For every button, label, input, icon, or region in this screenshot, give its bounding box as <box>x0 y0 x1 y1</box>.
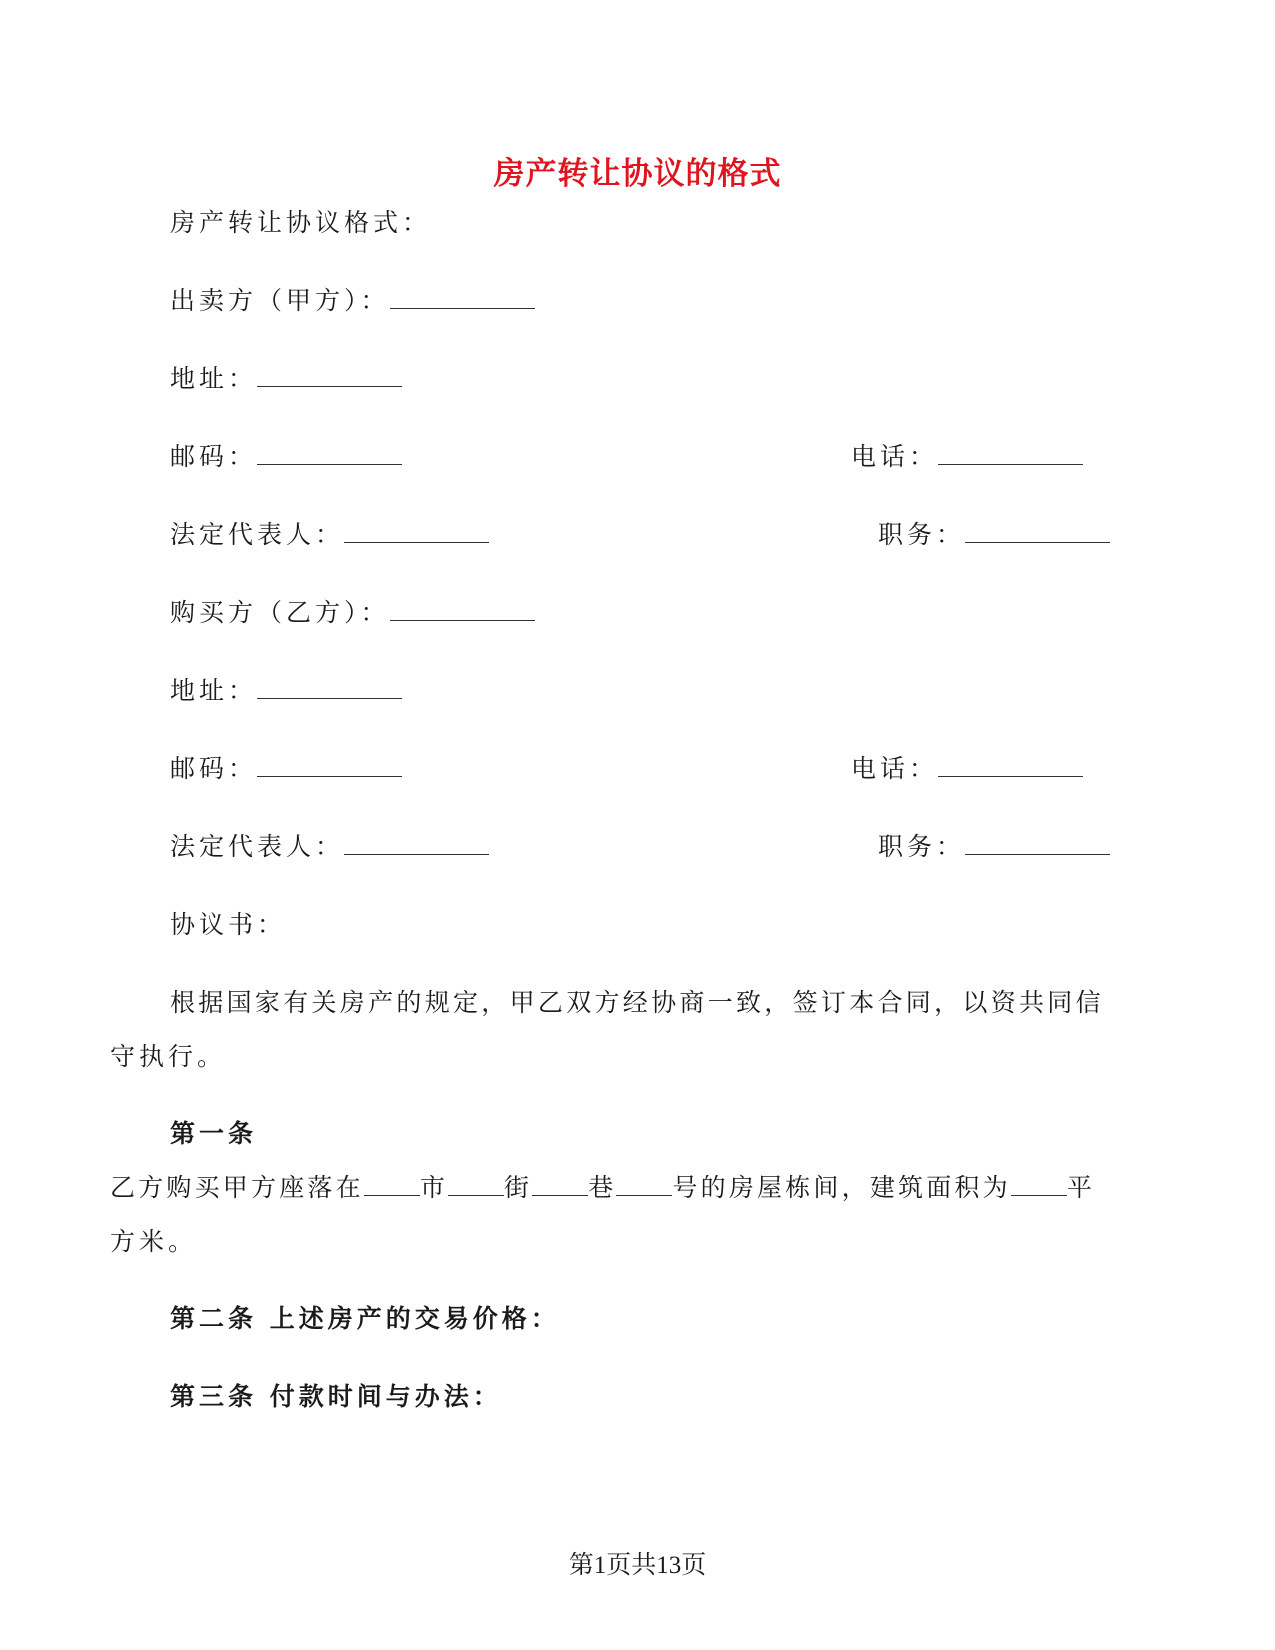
seller-address-blank <box>257 364 402 387</box>
area-blank <box>1011 1173 1067 1196</box>
lane-blank <box>532 1173 588 1196</box>
buyer-postcode-label: 邮码： <box>170 754 258 783</box>
buyer-party-row <box>170 596 535 630</box>
buyer-address-blank <box>257 676 402 699</box>
article-1-text-line-1 <box>110 1171 1095 1205</box>
article-1-text-d: 巷 <box>588 1173 617 1202</box>
article-1-heading: 第一条 <box>170 1119 258 1148</box>
buyer-phone-blank <box>938 754 1083 777</box>
seller-party-label: 出卖方（甲方）： <box>170 286 390 315</box>
seller-position-row <box>878 518 1110 552</box>
number-blank <box>616 1173 672 1196</box>
buyer-rep-blank <box>344 832 489 855</box>
seller-phone-blank <box>938 442 1083 465</box>
article-2-heading: 第二条 上述房产的交易价格： <box>170 1304 560 1333</box>
article-1-text-c: 街 <box>504 1173 533 1202</box>
street-blank <box>448 1173 504 1196</box>
buyer-party-label: 购买方（乙方）： <box>170 598 390 627</box>
agreement-label: 协议书： <box>170 910 287 939</box>
article-3-heading: 第三条 付款时间与办法： <box>170 1382 502 1411</box>
seller-rep-row <box>170 518 489 552</box>
city-blank <box>364 1173 420 1196</box>
article-1-text-a: 乙方购买甲方座落在 <box>110 1173 364 1202</box>
seller-address-label: 地址： <box>170 364 258 393</box>
article-1-text-b: 市 <box>419 1173 449 1202</box>
seller-party-row <box>170 284 535 318</box>
seller-postcode-row <box>170 440 402 474</box>
preamble-line-2: 守执行。 <box>110 1042 227 1071</box>
buyer-position-blank <box>965 832 1110 855</box>
intro-text: 房产转让协议格式： <box>170 208 432 237</box>
buyer-position-row <box>878 830 1110 864</box>
buyer-address-row <box>170 674 402 708</box>
seller-address-row <box>170 362 402 396</box>
buyer-phone-row <box>851 752 1083 786</box>
buyer-postcode-blank <box>257 754 402 777</box>
seller-phone-row <box>851 440 1083 474</box>
seller-postcode-blank <box>257 442 402 465</box>
buyer-rep-row <box>170 830 489 864</box>
article-1-text-e: 号的房屋栋间，建筑面积为 <box>672 1173 1011 1202</box>
seller-position-blank <box>965 520 1110 543</box>
seller-postcode-label: 邮码： <box>170 442 258 471</box>
page-footer: 第1页共13页 <box>568 1552 707 1579</box>
buyer-address-label: 地址： <box>170 676 258 705</box>
buyer-rep-label: 法定代表人： <box>170 832 345 861</box>
seller-phone-label: 电话： <box>851 442 939 471</box>
seller-rep-blank <box>344 520 489 543</box>
seller-position-label: 职务： <box>878 520 966 549</box>
preamble-line-1: 根据国家有关房产的规定，甲乙双方经协商一致，签订本合同，以资共同信 <box>170 988 1104 1017</box>
buyer-phone-label: 电话： <box>851 754 939 783</box>
article-1-text-f: 平 <box>1066 1173 1096 1202</box>
buyer-position-label: 职务： <box>878 832 966 861</box>
seller-rep-label: 法定代表人： <box>170 520 345 549</box>
article-1-text-line-2: 方米。 <box>110 1227 198 1256</box>
buyer-postcode-row <box>170 752 402 786</box>
seller-name-blank <box>390 286 535 309</box>
buyer-name-blank <box>390 598 535 621</box>
document-title: 房产转让协议的格式 <box>493 156 782 192</box>
